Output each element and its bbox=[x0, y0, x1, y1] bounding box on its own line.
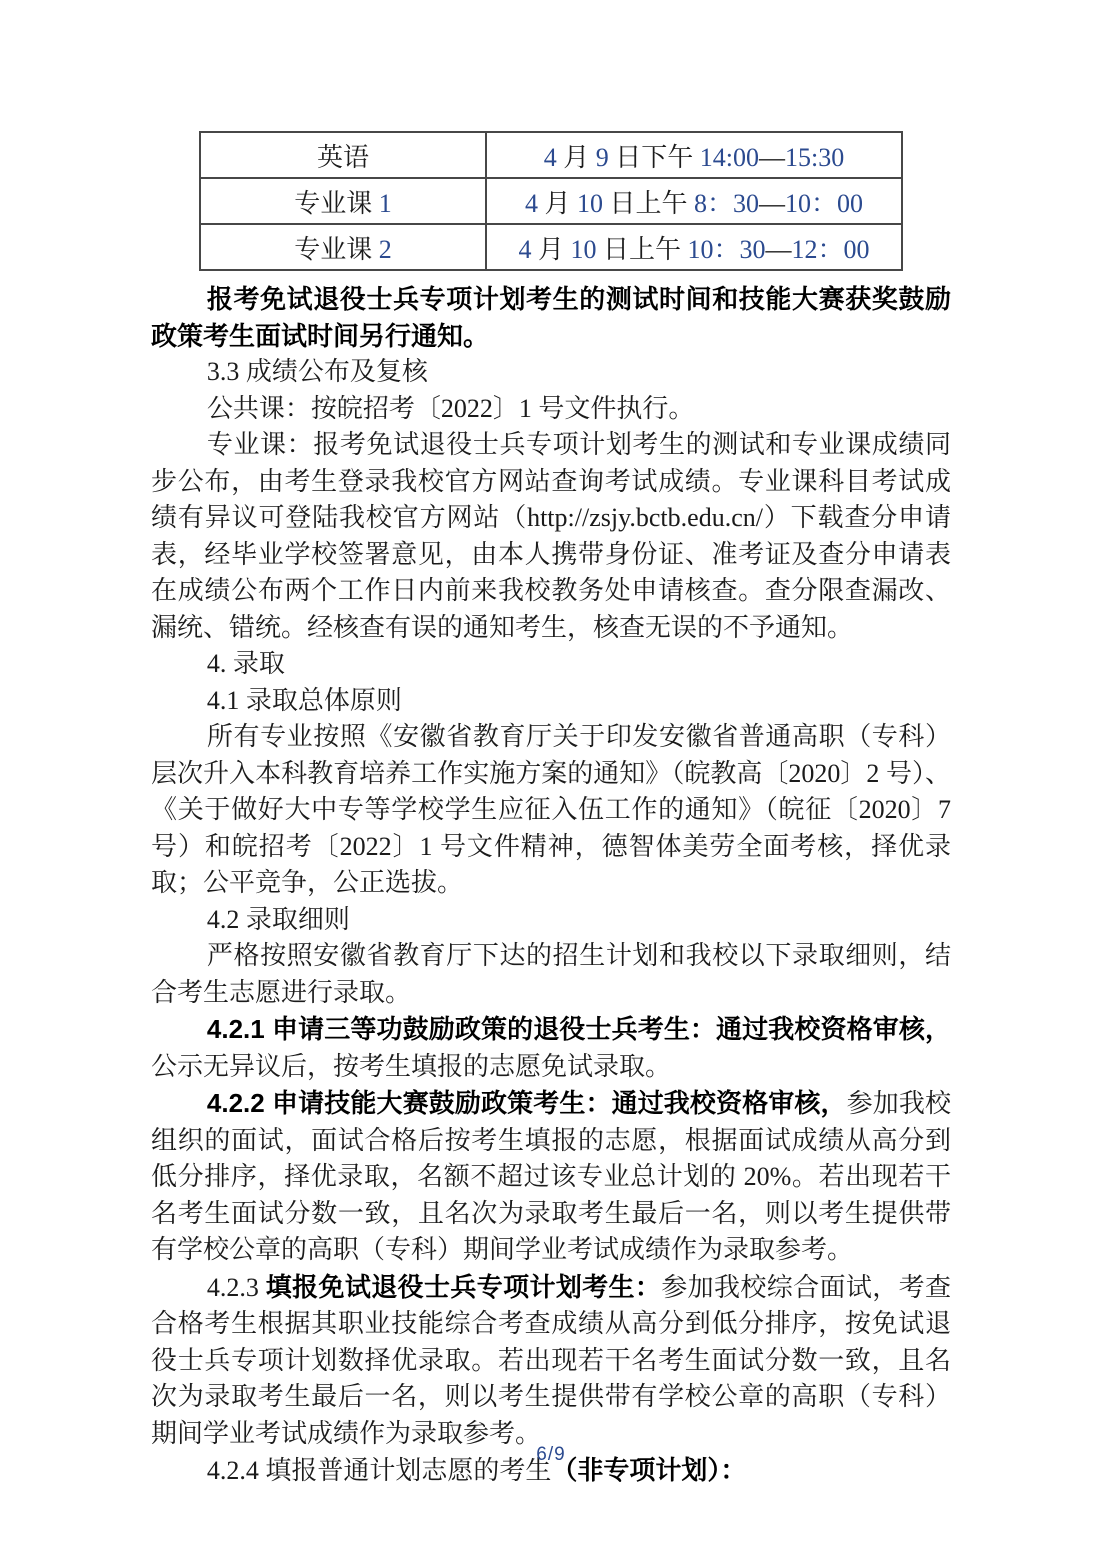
table-row bbox=[200, 178, 902, 224]
rule-4-2-3-bold-lead: 填报免试退役士兵专项计划考生： bbox=[265, 1271, 662, 1302]
section-heading-4-2: 4.2 录取细则 bbox=[206, 904, 350, 934]
rule-4-2-4-bold-tail: （非专项计划）： bbox=[551, 1455, 747, 1485]
paragraph-admission-principles: 所有专业按照《安徽省教育厅关于印发安徽省普通高职（专科）层次升入本科教育培养工作实施方案的通知》（皖教高〔2020〕2 号）、《关于做好大中专等学校学生应征入伍工作的通知》（皖征〔2020〕7 号）和皖招考〔2022〕1 号文件精神，德智体美劳全面考核，择优录取；公平竞争，公正选拔。 bbox=[151, 722, 951, 897]
paragraph-rule-4-2-1 bbox=[151, 1011, 951, 1085]
rule-4-2-3-text: 参加我校综合面试，考查合格考生根据其职业技能综合考查成绩从高分到低分排序，按免试退役士兵专项计划数择优录取。若出现若干名考生面试分数一致，且名次为录取考生最后一名，则以考生提供带有学校公章的高职（专科）期间学业考试成绩作为录取参考。 bbox=[151, 1272, 951, 1448]
page-number: 6/9 bbox=[536, 1444, 566, 1465]
paragraph-admission-rules-intro: 严格按照安徽省教育厅下达的招生计划和我校以下录取细则，结合考生志愿进行录取。 bbox=[151, 941, 951, 1007]
subject-cell: 专业课 2 bbox=[200, 224, 486, 270]
time-cell: 4 月 9 日下午 14:00—15:30 bbox=[486, 132, 902, 178]
rule-4-2-2-bold-lead: 4.2.2 申请技能大赛鼓励政策考生：通过我校资格审核， bbox=[206, 1088, 847, 1118]
paragraph-major-course: 专业课：报考免试退役士兵专项计划考生的测试和专业课成绩同步公布，由考生登录我校官方网站查询考试成绩。专业课科目考试成绩有异议可登陆我校官方网站（http://zsjy.bctb.edu.cn/）下载查分申请表，经毕业学校签署意见，由本人携带身份证、准考证及查分申请表在成绩公布两个工作日内前来我校教务处申请核查。查分限查漏改、漏统、错统。经核查有误的通知考生，核查无误的不予通知。 bbox=[151, 430, 951, 642]
paragraph-rule-4-2-2 bbox=[151, 1085, 951, 1269]
table-row bbox=[200, 132, 902, 178]
rule-4-2-2-text: 参加我校组织的面试，面试合格后按考生填报的志愿，根据面试成绩从高分到低分排序，择优录取，名额不超过该专业总计划的 20%。若出现若干名考生面试分数一致，且名次为录取考生最后一名，则以考生提供带有学校公章的高职（专科）期间学业考试成绩作为录取参考。 bbox=[151, 1089, 951, 1264]
rule-4-2-4-text: 4.2.4 填报普通计划志愿的考生 bbox=[206, 1456, 552, 1485]
notice-paragraph: 报考免试退役士兵专项计划考生的测试时间和技能大赛获奖鼓励政策考生面试时间另行通知。 bbox=[151, 284, 951, 351]
paragraph-rule-4-2-3 bbox=[151, 1269, 951, 1453]
rule-4-2-1-bold-lead: 4.2.1 申请三等功鼓励政策的退役士兵考生：通过我校资格审核， bbox=[206, 1014, 951, 1044]
rule-4-2-3-number: 4.2.3 bbox=[206, 1272, 266, 1302]
section-heading-3-3: 3.3 成绩公布及复核 bbox=[206, 357, 428, 386]
time-cell: 4 月 10 日上午 10：30—12：00 bbox=[486, 224, 902, 270]
section-heading-4-1: 4.1 录取总体原则 bbox=[206, 685, 402, 715]
subject-cell: 专业课 1 bbox=[200, 178, 486, 224]
paragraph-public-course: 公共课：按皖招考〔2022〕1 号文件执行。 bbox=[206, 393, 695, 423]
table-row bbox=[200, 224, 902, 270]
subject-cell: 英语 bbox=[200, 132, 486, 178]
rule-4-2-1-text: 公示无异议后，按考生填报的志愿免试录取。 bbox=[151, 1051, 672, 1081]
section-heading-4: 4. 录取 bbox=[206, 649, 285, 678]
exam-schedule-table bbox=[199, 131, 903, 271]
time-cell: 4 月 10 日上午 8：30—10：00 bbox=[486, 178, 902, 224]
document-content bbox=[151, 0, 951, 1490]
